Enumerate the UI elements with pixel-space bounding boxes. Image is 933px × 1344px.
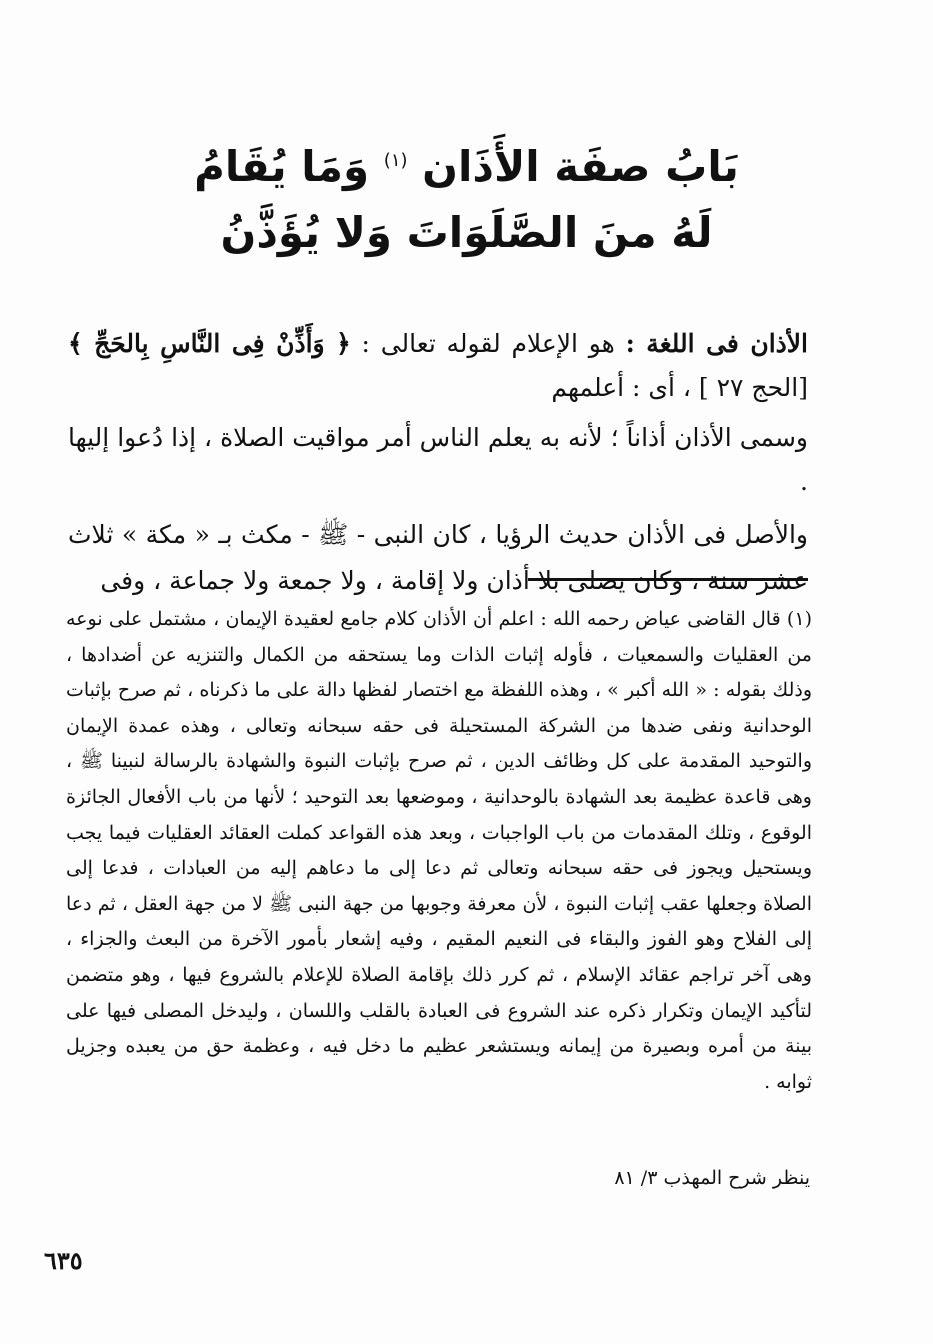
- paragraph-definition: [68, 322, 808, 410]
- definition-lead: الأذان فى اللغة :: [625, 329, 809, 358]
- heading-line-2: لَهُ منَ الصَّلَوَاتَ وَلا يُؤَذَّنُ: [220, 208, 713, 257]
- main-text: [68, 322, 808, 604]
- quran-verse: ﴿ وَأَذِّنْ فِى النَّاسِ بِالحَجِّ ﴾: [68, 329, 351, 358]
- footnote-source: ينظر شرح المهذب ٣/ ٨١: [614, 1167, 810, 1189]
- page-number: ٦٣٥: [44, 1246, 83, 1275]
- footnote: [66, 602, 812, 1100]
- heading-line-1-start: بَابُ صفَة الأَذَان: [422, 142, 739, 191]
- heading-line-1-end: وَمَا يُقَامُ: [194, 142, 370, 191]
- footnote-text: (١) قال القاضى عياض رحمه الله : اعلم أن الأذان كلام جامع لعقيدة الإيمان ، مشتمل على نوعه من العقليات والسمعيات ، فأوله إثبات الذات وما يستحقه من الكمال والتنزيه عن أضدادها ، وذلك بقوله : « الله أكبر » ، وهذه اللفظة مع اختصار لفظها دالة على ما ذكرناه ، ثم صرح بإثبات الوحدانية ونفى ضدها من الشركة المستحيلة فى حقه سبحانه وتعالى ، وهذه عمدة الإيمان والتوحيد المقدمة على كل وظائف الدين ، ثم صرح بإثبات النبوة والشهادة بالرسالة لنبينا ﷺ ، وهى قاعدة عظيمة بعد الشهادة بالوحدانية ، وموضعها بعد التوحيد ؛ لأنها من باب الأفعال الجائزة الوقوع ، وتلك المقدمات من باب الواجبات ، وبعد هذه القواعد كملت العقائد العقليات فيما يجب ويستحيل ويجوز فى حقه سبحانه وتعالى ثم دعا إلى ما دعاهم إليه من العبادات ، فدعا إلى الصلاة وجعلها عقب إثبات النبوة ، لأن معرفة وجوبها من جهة النبى ﷺ لا من جهة العقل ، ثم دعا إلى الفلاح وهو الفوز والبقاء فى النعيم المقيم ، وفيه إشعار بأمور الآخرة من البعث والجزاء ، وهى آخر تراجم عقائد الإسلام ، ثم كرر ذلك بإقامة الصلاة للإعلام بالشروع فيها ، وهو متضمن لتأكيد الإيمان وتكرار ذكره عند الشروع فى العبادة بالقلب واللسان ، وليدخل المصلى فيها على بينة من أمره وبصيرة من إيمانه ويستشعر عظيم ما دخل فيه ، وعظمة حق من يعبده وجزيل ثوابه .: [66, 608, 812, 1093]
- heading-line-1: [140, 128, 793, 200]
- chapter-heading: [140, 128, 793, 266]
- paragraph-naming: وسمى الأذان أذاناً ؛ لأنه به يعلم الناس أمر مواقيت الصلاة ، إذا دُعوا إليها .: [68, 423, 809, 496]
- definition-text: هو الإعلام لقوله تعالى :: [361, 329, 615, 358]
- verse-citation: [الحج ٢٧ ] ، أى : أعلمهم: [551, 373, 808, 402]
- paragraph-origin: والأصل فى الأذان حديث الرؤيا ، كان النبى - ﷺ - مكث بـ « مكة » ثلاث عشر سنة ، وكان يصلى بلا أذان ولا إقامة ، ولا جمعة ولا جماعة ، وفى: [68, 520, 808, 595]
- footnote-reference: (١): [383, 150, 408, 171]
- footnote-divider: [528, 578, 808, 581]
